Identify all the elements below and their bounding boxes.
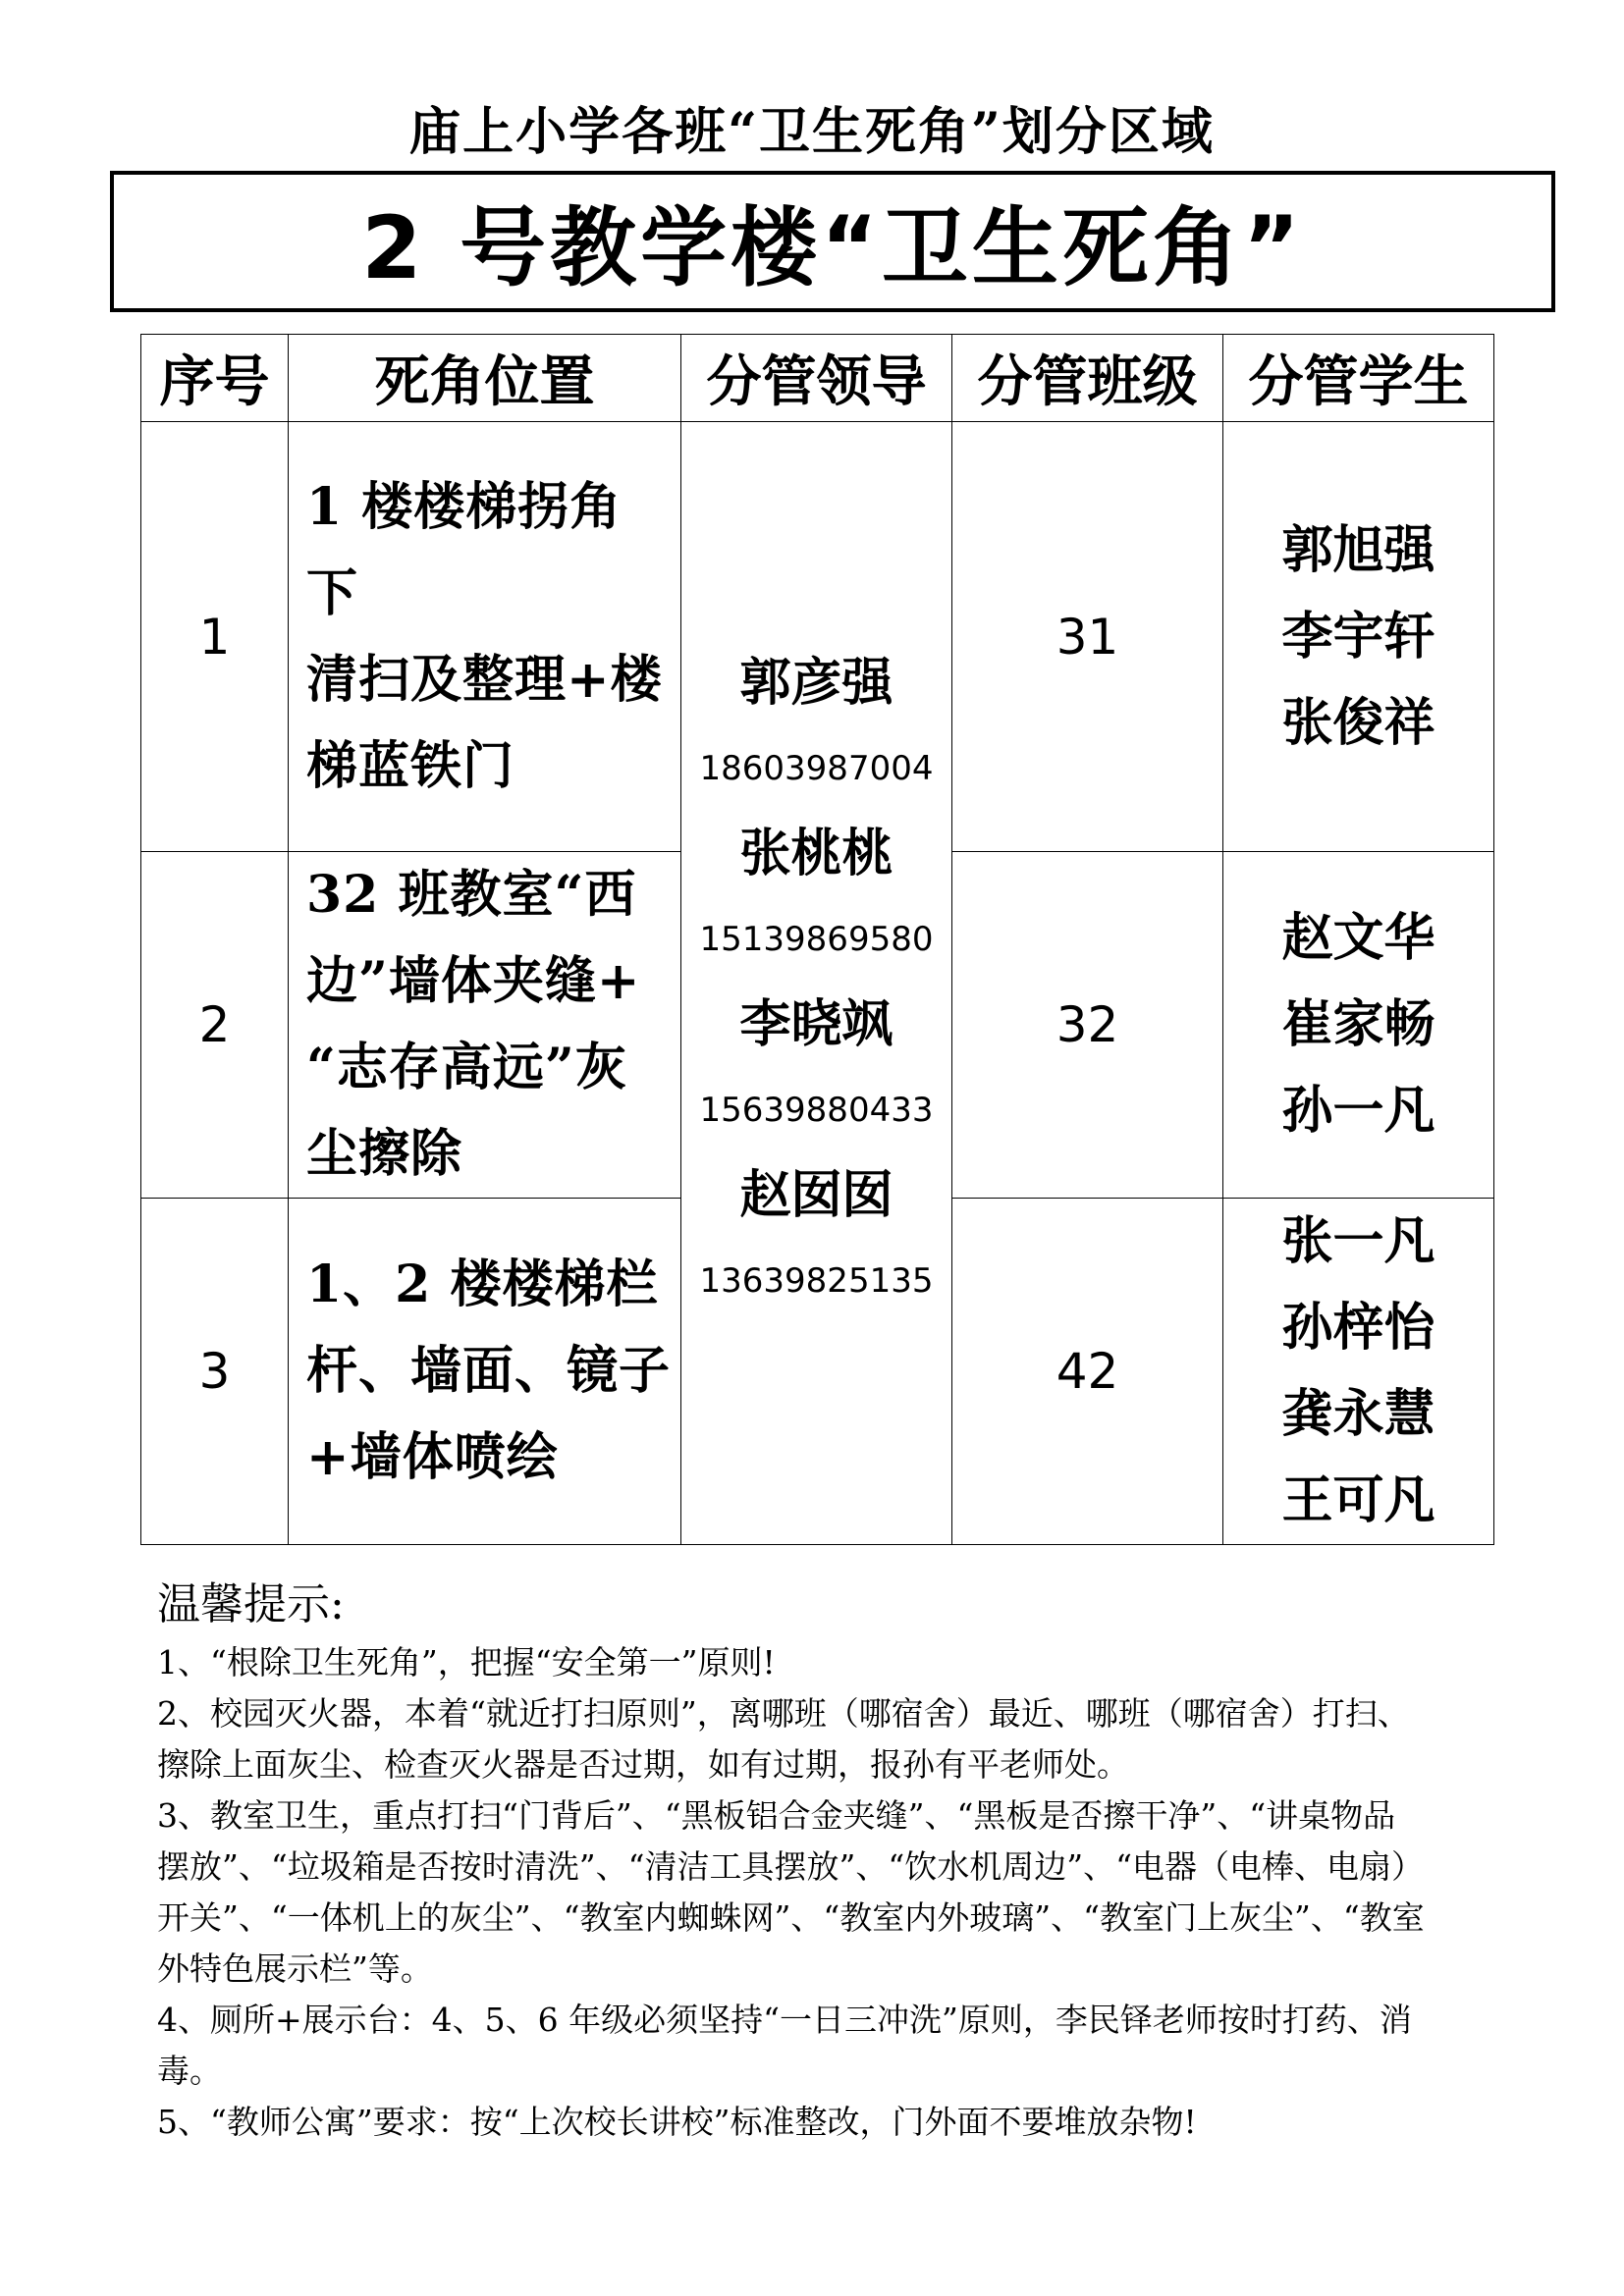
row-class: 42 bbox=[952, 1199, 1223, 1545]
student-name: 李宇轩 bbox=[1281, 606, 1435, 667]
table-row bbox=[141, 422, 1494, 852]
location-line: +墙体喷绘 bbox=[306, 1427, 559, 1487]
row-location bbox=[289, 422, 681, 852]
row-students bbox=[1223, 852, 1494, 1199]
header-location: 死角位置 bbox=[289, 335, 681, 422]
location-line: 清扫及整理+楼 bbox=[306, 649, 663, 710]
student-name: 孙梓怡 bbox=[1281, 1298, 1435, 1358]
row-students bbox=[1223, 1199, 1494, 1545]
location-line: 尘擦除 bbox=[306, 1124, 463, 1184]
row-location bbox=[289, 852, 681, 1199]
tip-line: 开关”、“一体机上的灰尘”、“教室内蜘蛛网”、“教室内外玻璃”、“教室门上灰尘”、“教室 bbox=[157, 1898, 1425, 1937]
tip-line: 1、“根除卫生死角”，把握“安全第一”原则! bbox=[157, 1643, 776, 1682]
leader-name: 郭彦强 bbox=[739, 652, 893, 713]
student-name: 孙一凡 bbox=[1281, 1081, 1435, 1141]
location-line: 边”墙体夹缝+ bbox=[306, 951, 641, 1011]
row-number: 2 bbox=[141, 852, 289, 1199]
header-class: 分管班级 bbox=[952, 335, 1223, 422]
row-students bbox=[1223, 422, 1494, 852]
tip-line: 擦除上面灰尘、检查灭火器是否过期，如有过期，报孙有平老师处。 bbox=[157, 1745, 1129, 1784]
document-title: 庙上小学各班“卫生死角”划分区域 bbox=[409, 102, 1215, 162]
location-line: 1、2 楼楼梯栏 bbox=[306, 1255, 659, 1314]
student-name: 崔家畅 bbox=[1281, 994, 1435, 1054]
tips-heading: 温馨提示: bbox=[157, 1579, 345, 1629]
leader-phone: 15139869580 bbox=[699, 919, 934, 959]
tip-line: 3、教室卫生，重点打扫“门背后”、“黑板铝合金夹缝”、“黑板是否擦干净”、“讲桌物品 bbox=[157, 1796, 1396, 1835]
header-number: 序号 bbox=[141, 335, 289, 422]
leader-name: 李晓飒 bbox=[739, 993, 893, 1054]
tip-line: 摆放”、“垃圾箱是否按时清洗”、“清洁工具摆放”、“饮水机周边”、“电器（电棒、电扇） bbox=[157, 1847, 1424, 1886]
location-line: 梯蓝铁门 bbox=[306, 735, 515, 796]
student-name: 郭旭强 bbox=[1281, 519, 1435, 580]
student-name: 赵文华 bbox=[1281, 908, 1435, 968]
header-students: 分管学生 bbox=[1223, 335, 1494, 422]
tip-line: 5、“教师公寓”要求：按“上次校长讲校”标准整改，门外面不要堆放杂物! bbox=[157, 2103, 1197, 2141]
building-banner: 2 号教学楼“卫生死角” bbox=[110, 171, 1555, 312]
location-line: 32 班教室“西 bbox=[306, 865, 637, 925]
leader-name: 张桃桃 bbox=[739, 823, 893, 883]
leader-phone: 15639880433 bbox=[699, 1090, 934, 1130]
tip-line: 2、校园灭火器，本着“就近打扫原则”，离哪班（哪宿舍）最近、哪班（哪宿舍）打扫、 bbox=[157, 1694, 1410, 1733]
row-class: 31 bbox=[952, 422, 1223, 852]
header-leader: 分管领导 bbox=[681, 335, 952, 422]
row-number: 1 bbox=[141, 422, 289, 852]
leader-name: 赵囡囡 bbox=[739, 1164, 893, 1225]
student-name: 张一凡 bbox=[1281, 1211, 1435, 1271]
table-header-row bbox=[141, 335, 1494, 422]
leaders-cell bbox=[681, 422, 952, 1545]
student-name: 王可凡 bbox=[1281, 1470, 1435, 1530]
location-line: 杆、墙面、镜子 bbox=[306, 1341, 672, 1401]
leader-phone: 18603987004 bbox=[699, 748, 934, 788]
location-line: 1 楼楼梯拐角下 bbox=[306, 476, 623, 623]
student-name: 龚永慧 bbox=[1281, 1384, 1435, 1444]
tips-list bbox=[157, 1637, 1492, 2148]
tip-line: 4、厕所+展示台：4、5、6 年级必须坚持“一日三冲洗”原则，李民铎老师按时打药、消 bbox=[157, 2001, 1412, 2039]
duty-table bbox=[140, 334, 1494, 1545]
tip-line: 毒。 bbox=[157, 2052, 222, 2090]
location-line: “志存高远”灰 bbox=[306, 1038, 627, 1097]
tip-line: 外特色展示栏”等。 bbox=[157, 1949, 433, 1988]
row-class: 32 bbox=[952, 852, 1223, 1199]
row-number: 3 bbox=[141, 1199, 289, 1545]
leader-phone: 13639825135 bbox=[699, 1260, 934, 1301]
row-location bbox=[289, 1199, 681, 1545]
student-name: 张俊祥 bbox=[1281, 692, 1435, 753]
